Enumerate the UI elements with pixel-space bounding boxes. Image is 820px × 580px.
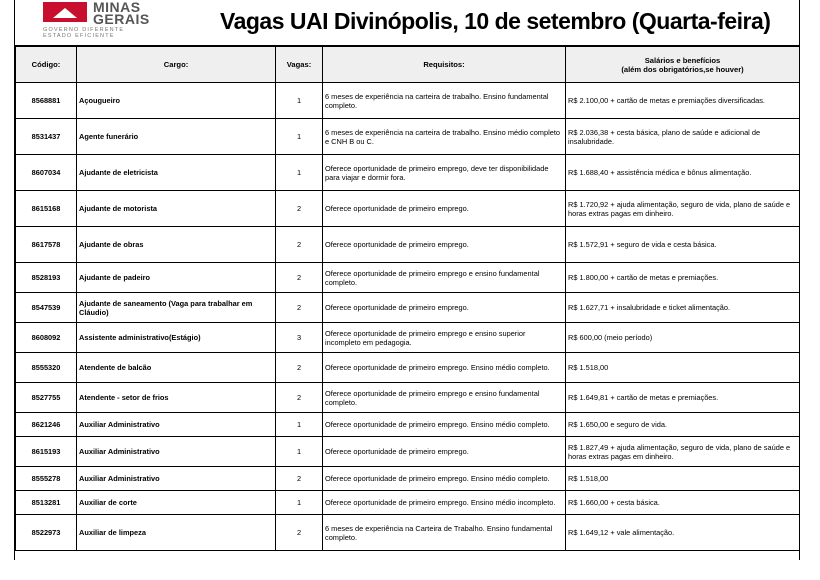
table-row xyxy=(16,515,800,551)
table-row xyxy=(16,437,800,467)
table-row xyxy=(16,119,800,155)
job-code: 8522973 xyxy=(16,515,77,551)
table-row xyxy=(16,413,800,437)
page-header xyxy=(15,0,799,46)
column-header-requisitos: Requisitos: xyxy=(323,47,566,83)
job-title: Auxiliar Administrativo xyxy=(77,437,276,467)
job-listing-page xyxy=(14,0,800,560)
job-openings: 2 xyxy=(276,353,323,383)
job-code: 8615168 xyxy=(16,191,77,227)
table-row xyxy=(16,467,800,491)
job-title: Agente funerário xyxy=(77,119,276,155)
job-requirements: Oferece oportunidade de primeiro emprego e ensino superior incompleto em pedagogia. xyxy=(323,323,566,353)
logo-triangle-icon xyxy=(43,2,87,22)
job-salary: R$ 1.649,81 + cartão de metas e premiações. xyxy=(566,383,800,413)
job-openings: 2 xyxy=(276,467,323,491)
table-row xyxy=(16,227,800,263)
logo-tagline: GOVERNO DIFERENTE ESTADO EFICIENTE xyxy=(43,27,125,39)
job-openings: 1 xyxy=(276,437,323,467)
job-openings: 1 xyxy=(276,119,323,155)
job-requirements: 6 meses de experiência na Carteira de Trabalho. Ensino fundamental completo. xyxy=(323,515,566,551)
logo-name: MINAS GERAIS xyxy=(93,0,150,27)
job-requirements: Oferece oportunidade de primeiro emprego. Ensino médio incompleto. xyxy=(323,491,566,515)
job-title: Ajudante de eletricista xyxy=(77,155,276,191)
job-salary: R$ 2.036,38 + cesta básica, plano de saúde e adicional de insalubridade. xyxy=(566,119,800,155)
job-requirements: Oferece oportunidade de primeiro emprego. xyxy=(323,227,566,263)
job-code: 8555320 xyxy=(16,353,77,383)
job-requirements: Oferece oportunidade de primeiro emprego. xyxy=(323,191,566,227)
job-requirements: Oferece oportunidade de primeiro emprego. Ensino médio completo. xyxy=(323,353,566,383)
job-openings: 1 xyxy=(276,491,323,515)
job-requirements: Oferece oportunidade de primeiro emprego e ensino fundamental completo. xyxy=(323,263,566,293)
job-salary: R$ 1.518,00 xyxy=(566,353,800,383)
job-salary: R$ 600,00 (meio período) xyxy=(566,323,800,353)
table-row xyxy=(16,155,800,191)
table-row xyxy=(16,383,800,413)
job-title: Auxiliar de corte xyxy=(77,491,276,515)
table-header-row xyxy=(16,47,800,83)
job-openings: 1 xyxy=(276,155,323,191)
table-row xyxy=(16,323,800,353)
table-row xyxy=(16,293,800,323)
job-salary: R$ 1.688,40 + assistência médica e bônus alimentação. xyxy=(566,155,800,191)
job-openings: 2 xyxy=(276,227,323,263)
column-header-cargo: Cargo: xyxy=(77,47,276,83)
job-title: Atendente de balcão xyxy=(77,353,276,383)
job-salary: R$ 1.827,49 + ajuda alimentação, seguro de vida, plano de saúde e horas extras pagas em dinheiro. xyxy=(566,437,800,467)
job-title: Assistente administrativo(Estágio) xyxy=(77,323,276,353)
job-code: 8617578 xyxy=(16,227,77,263)
job-code: 8531437 xyxy=(16,119,77,155)
job-code: 8568881 xyxy=(16,83,77,119)
job-title: Auxiliar de limpeza xyxy=(77,515,276,551)
job-code: 8615193 xyxy=(16,437,77,467)
job-salary: R$ 1.650,00 e seguro de vida. xyxy=(566,413,800,437)
job-openings: 3 xyxy=(276,323,323,353)
job-code: 8621246 xyxy=(16,413,77,437)
job-title: Açougueiro xyxy=(77,83,276,119)
column-header-salarios: Salários e benefícios (além dos obrigatórios,se houver) xyxy=(566,47,800,83)
table-row xyxy=(16,353,800,383)
job-salary: R$ 1.627,71 + insalubridade e ticket alimentação. xyxy=(566,293,800,323)
job-openings: 1 xyxy=(276,413,323,437)
job-title: Ajudante de obras xyxy=(77,227,276,263)
job-requirements: 6 meses de experiência na carteira de trabalho. Ensino médio completo e CNH B ou C. xyxy=(323,119,566,155)
table-row xyxy=(16,263,800,293)
job-salary: R$ 1.720,92 + ajuda alimentação, seguro de vida, plano de saúde e horas extras pagas em dinheiro. xyxy=(566,191,800,227)
job-salary: R$ 2.100,00 + cartão de metas e premiações diversificadas. xyxy=(566,83,800,119)
job-requirements: 6 meses de experiência na carteira de trabalho. Ensino fundamental completo. xyxy=(323,83,566,119)
job-title: Auxiliar Administrativo xyxy=(77,467,276,491)
job-salary: R$ 1.800,00 + cartão de metas e premiações. xyxy=(566,263,800,293)
job-code: 8608092 xyxy=(16,323,77,353)
job-openings: 1 xyxy=(276,83,323,119)
page-title: Vagas UAI Divinópolis, 10 de setembro (Quarta-feira) xyxy=(220,8,771,34)
jobs-table xyxy=(15,46,800,551)
job-code: 8527755 xyxy=(16,383,77,413)
job-title: Ajudante de saneamento (Vaga para trabalhar em Cláudio) xyxy=(77,293,276,323)
job-code: 8528193 xyxy=(16,263,77,293)
job-salary: R$ 1.649,12 + vale alimentação. xyxy=(566,515,800,551)
job-title: Ajudante de motorista xyxy=(77,191,276,227)
job-salary: R$ 1.660,00 + cesta básica. xyxy=(566,491,800,515)
job-requirements: Oferece oportunidade de primeiro emprego. Ensino médio completo. xyxy=(323,413,566,437)
job-requirements: Oferece oportunidade de primeiro emprego e ensino fundamental completo. xyxy=(323,383,566,413)
column-header-vagas: Vagas: xyxy=(276,47,323,83)
job-title: Atendente - setor de frios xyxy=(77,383,276,413)
job-code: 8547539 xyxy=(16,293,77,323)
job-requirements: Oferece oportunidade de primeiro emprego. xyxy=(323,293,566,323)
job-openings: 2 xyxy=(276,293,323,323)
job-salary: R$ 1.518,00 xyxy=(566,467,800,491)
column-header-codigo: Código: xyxy=(16,47,77,83)
table-row xyxy=(16,191,800,227)
table-row xyxy=(16,83,800,119)
job-openings: 2 xyxy=(276,515,323,551)
job-code: 8513281 xyxy=(16,491,77,515)
job-openings: 2 xyxy=(276,263,323,293)
job-title: Auxiliar Administrativo xyxy=(77,413,276,437)
job-code: 8555278 xyxy=(16,467,77,491)
table-row xyxy=(16,491,800,515)
job-openings: 2 xyxy=(276,191,323,227)
job-openings: 2 xyxy=(276,383,323,413)
job-title: Ajudante de padeiro xyxy=(77,263,276,293)
job-salary: R$ 1.572,91 + seguro de vida e cesta básica. xyxy=(566,227,800,263)
job-requirements: Oferece oportunidade de primeiro emprego, deve ter disponibilidade para viajar e dormir fora. xyxy=(323,155,566,191)
job-code: 8607034 xyxy=(16,155,77,191)
job-requirements: Oferece oportunidade de primeiro emprego. Ensino médio completo. xyxy=(323,467,566,491)
job-requirements: Oferece oportunidade de primeiro emprego. xyxy=(323,437,566,467)
minas-gerais-logo xyxy=(43,2,183,38)
